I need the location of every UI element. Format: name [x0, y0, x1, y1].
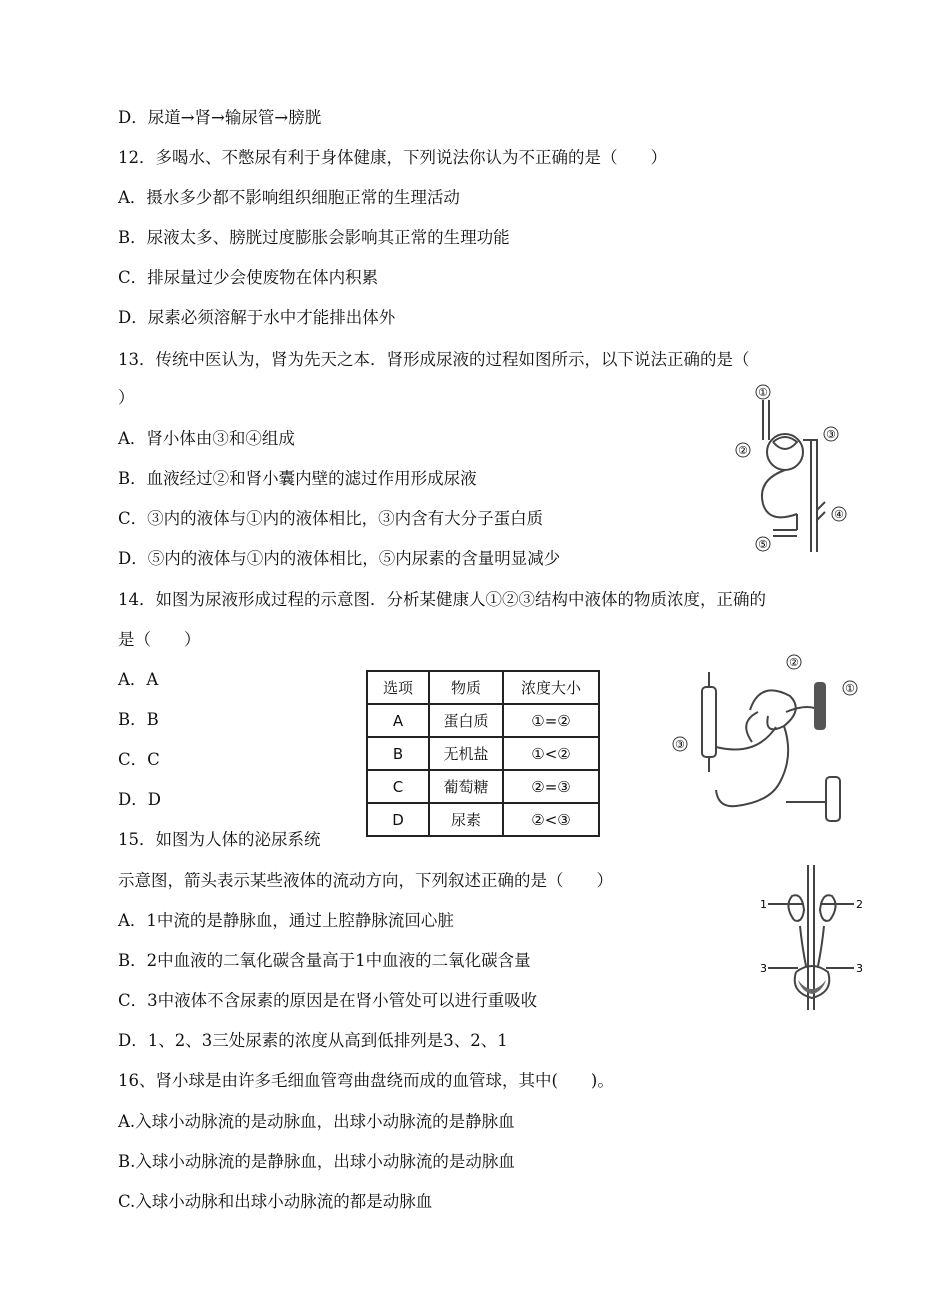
q12-option-a: A．摄水多少都不影响组织细胞正常的生理活动: [118, 188, 460, 207]
table-header-row: [367, 671, 599, 704]
table-cell: B: [367, 737, 429, 770]
q15-stem-cont: 示意图，箭头表示某些液体的流动方向，下列叙述正确的是（ ）: [118, 871, 613, 890]
q14-options-table: [366, 670, 600, 837]
q15-option-a: A．1中流的是静脉血，通过上腔静脉流回心脏: [118, 911, 454, 930]
q14-urine-figure: [668, 652, 868, 827]
q13-nephron-figure: [725, 380, 855, 560]
fig13-label: ④: [834, 508, 844, 521]
table-header: 选项: [367, 671, 429, 704]
q14-option-a: A．A: [118, 670, 159, 689]
fig15-label: 2: [856, 898, 863, 911]
table-cell: ①=②: [503, 704, 599, 737]
table-cell: 蛋白质: [429, 704, 503, 737]
q15-stem: 15．如图为人体的泌尿系统: [118, 830, 321, 849]
table-cell: ②=③: [503, 770, 599, 803]
q14-stem: 14．如图为尿液形成过程的示意图．分析某健康人①②③结构中液体的物质浓度，正确的: [118, 590, 766, 609]
table-header: 浓度大小: [503, 671, 599, 704]
table-cell: 无机盐: [429, 737, 503, 770]
q15-option-d: D．1、2、3三处尿素的浓度从高到低排列是3、2、1: [118, 1031, 508, 1050]
q13-option-b: B．血液经过②和肾小囊内壁的滤过作用形成尿液: [118, 469, 477, 488]
q16-stem: 16、肾小球是由许多毛细血管弯曲盘绕而成的血管球，其中( )。: [118, 1071, 614, 1090]
fig13-label: ①: [758, 386, 768, 399]
q16-option-b: B.入球小动脉流的是静脉血，出球小动脉流的是动脉血: [118, 1152, 515, 1171]
q13-stem-cont: ）: [118, 388, 135, 407]
table-cell: C: [367, 770, 429, 803]
fig13-label: ②: [738, 444, 748, 457]
table-cell: A: [367, 704, 429, 737]
q12-option-d: D．尿素必须溶解于水中才能排出体外: [118, 308, 396, 327]
table-row: [367, 737, 599, 770]
table-cell: ②<③: [503, 803, 599, 836]
q15-option-b: B．2中血液的二氧化碳含量高于1中血液的二氧化碳含量: [118, 951, 531, 970]
fig15-label: 1: [760, 898, 767, 911]
q11-option-d: D．尿道→肾→输尿管→膀胱: [118, 108, 322, 127]
q14-option-d: D．D: [118, 790, 161, 809]
q12-option-b: B．尿液太多、膀胱过度膨胀会影响其正常的生理功能: [118, 228, 510, 247]
q13-option-a: A．肾小体由③和④组成: [118, 429, 295, 448]
fig13-label: ③: [826, 428, 836, 441]
q13-stem: 13．传统中医认为，肾为先天之本．肾形成尿液的过程如图所示，以下说法正确的是（: [118, 350, 750, 369]
q16-option-a: A.入球小动脉流的是动脉血，出球小动脉流的是静脉血: [118, 1112, 515, 1131]
table-header: 物质: [429, 671, 503, 704]
table-row: [367, 803, 599, 836]
table-row: [367, 704, 599, 737]
fig15-label: 3: [760, 962, 767, 975]
table-row: [367, 770, 599, 803]
fig14-label: ②: [789, 656, 799, 669]
fig14-label: ③: [675, 738, 685, 751]
table-cell: ①<②: [503, 737, 599, 770]
fig14-label: ①: [845, 682, 855, 695]
q14-option-c: C．C: [118, 750, 160, 769]
table-cell: 尿素: [429, 803, 503, 836]
q15-option-c: C．3中液体不含尿素的原因是在肾小管处可以进行重吸收: [118, 991, 538, 1010]
q16-option-c: C.入球小动脉和出球小动脉流的都是动脉血: [118, 1192, 433, 1211]
q14-option-b: B．B: [118, 710, 159, 729]
q15-urinary-figure: [758, 860, 868, 1025]
q14-stem-cont: 是（ ）: [118, 630, 201, 649]
fig13-label: ⑤: [758, 538, 768, 551]
q13-option-d: D．⑤内的液体与①内的液体相比，⑤内尿素的含量明显减少: [118, 549, 561, 568]
table-cell: D: [367, 803, 429, 836]
table-cell: 葡萄糖: [429, 770, 503, 803]
q13-option-c: C．③内的液体与①内的液体相比，③内含有大分子蛋白质: [118, 509, 544, 528]
q12-stem: 12．多喝水、不憋尿有利于身体健康，下列说法你认为不正确的是（ ）: [118, 148, 667, 167]
fig15-label: 3: [856, 962, 863, 975]
q12-option-c: C．排尿量过少会使废物在体内积累: [118, 268, 379, 287]
